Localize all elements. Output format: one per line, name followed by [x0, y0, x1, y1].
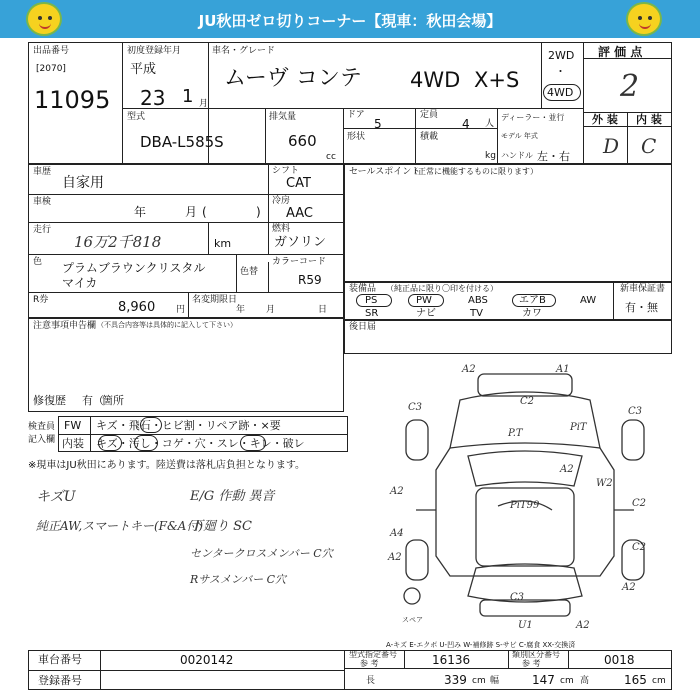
length-label: 長 [366, 676, 376, 686]
approval-label-2: 参 考 [360, 659, 379, 668]
mascot-logo-right [626, 2, 662, 36]
drive-option-dot: ・ [555, 65, 566, 78]
mark-pt: P.T [508, 428, 523, 439]
color-line2: マイカ [62, 276, 98, 290]
repair-label: 修復歴 [33, 394, 66, 407]
handle-value: 左・右 [537, 150, 570, 163]
category-label-2: 参 考 [522, 659, 541, 668]
doors-value: 5 [374, 117, 382, 131]
registration-month: 1 [182, 86, 194, 107]
header-bar [0, 0, 700, 38]
drive-option-4wd: 4WD [547, 86, 574, 99]
handwritten-right-2: 下廻り SC [190, 519, 252, 534]
mark-a2-rr: A2 [622, 582, 636, 593]
equipment-aw: AW [580, 295, 597, 306]
plate-label: 登録番号 [38, 674, 82, 687]
repair-unit: 箇所 [102, 394, 124, 407]
color-label: 色 [33, 257, 43, 267]
equipment-pw: PW [416, 295, 432, 306]
warranty-label: 新車保証書 [620, 284, 666, 294]
fuel-value: ガソリン [274, 235, 327, 250]
capacity-label: 定員 [420, 110, 439, 120]
equipment-navi: ナビ [416, 308, 436, 319]
spare-label: スペア [402, 616, 423, 624]
registration-era: 平成 [130, 62, 157, 77]
model-grade: X+S [474, 68, 520, 92]
load-unit: kg [485, 151, 496, 161]
equipment-label: 装備品 [349, 284, 377, 294]
lot-label: 出品番号 [33, 46, 70, 56]
mark-c2-right: C2 [632, 498, 647, 509]
mark-a2-top: A2 [462, 364, 476, 375]
inspector-row2-label: 内装 [62, 437, 84, 450]
equipment-tv: TV [470, 308, 483, 319]
notes-label: 注意事項申告欄 [33, 321, 97, 331]
handwritten-left-2: 純正AW,スマートキー(F&A付) [36, 519, 204, 533]
notes-sub: （不具合内容等は具体的に記入して下さい） [97, 321, 237, 329]
inspector-row1: キズ・飛石・ヒビ割・リペア跡・×要 [96, 419, 281, 432]
exterior-grade: D [603, 134, 620, 158]
name-change-day: 日 [318, 305, 328, 315]
inspector-label-2: 記入欄 [28, 435, 56, 445]
sales-point-label: セールスポイント [349, 167, 421, 177]
approval-value: 16136 [432, 653, 471, 667]
width-value: 147 [532, 673, 555, 687]
height-label: 高 [580, 676, 590, 686]
name-change-label: 名変期限日 [192, 295, 238, 305]
handwritten-right-4: Rサスメンバー C穴 [190, 573, 286, 586]
handwritten-right-3: センタークロスメンバー C穴 [190, 547, 333, 560]
inspection-paren-close: ) [256, 205, 261, 219]
mark-a2-lower: A2 [388, 552, 402, 563]
handwritten-right-1: E/G 作動 異音 [190, 489, 275, 504]
model-drive: 4WD [410, 68, 461, 92]
recycle-label: R券 [33, 295, 49, 305]
fuel-label: 燃料 [272, 224, 291, 234]
equipment-leather: カワ [522, 308, 542, 319]
mileage-unit: km [214, 237, 232, 250]
mark-a4: A4 [390, 528, 404, 539]
mileage-value: 16万2千818 [74, 233, 162, 251]
inspector-label-1: 検査員 [28, 422, 56, 432]
car-damage-diagram [360, 360, 672, 632]
recycle-value: 8,960 [118, 300, 156, 315]
mark-c2-top: C2 [520, 396, 535, 407]
inspector-row2: キズ・汚し・コゲ・穴・スレ・キレ・破レ [96, 437, 305, 450]
mark-a2-left: A2 [390, 486, 404, 497]
mark-u1: U1 [518, 620, 533, 631]
registration-month-unit: 月 [199, 99, 209, 109]
inspector-row1-label: FW [64, 419, 82, 432]
shift-value: CAT [286, 176, 311, 191]
inspector-mark-yogoshi [134, 435, 158, 451]
model-year-label: モデル 年式 [501, 132, 538, 140]
inspector-mark-kizu [98, 435, 122, 451]
usage-value: 自家用 [62, 175, 104, 191]
length-value: 339 [444, 673, 467, 687]
displacement-value: 660 [288, 132, 317, 150]
handwritten-left-1: キズU [36, 489, 76, 505]
mileage-label: 走行 [33, 225, 52, 235]
rear-seat-label: 後日届 [349, 322, 377, 332]
length-unit: cm [472, 676, 486, 686]
inspection-year: 年 [134, 205, 147, 219]
color-code-value: R59 [298, 273, 322, 287]
equipment-airbag: エアB [519, 295, 546, 306]
mark-a2-bottom: A2 [576, 620, 590, 631]
repair-value: 有（ [82, 394, 104, 407]
mark-pit99: PiT99 [510, 500, 540, 511]
model-code-label: 型式 [127, 112, 146, 122]
width-label: 幅 [490, 676, 500, 686]
rear-box [344, 320, 672, 354]
notes-box [28, 318, 344, 412]
rating-label: 評 価 点 [598, 45, 643, 59]
mark-c3-right: C3 [628, 406, 643, 417]
inspector-mark-sure [240, 435, 266, 451]
mark-c2-lr: C2 [632, 542, 647, 553]
handle-label: ハンドル [501, 151, 533, 160]
shift-label: シフト [272, 166, 300, 176]
mark-c3-bottom: C3 [510, 592, 525, 603]
category-value: 0018 [604, 653, 635, 667]
shape-label: 形状 [347, 132, 366, 142]
color-code-label: カラーコード [272, 257, 327, 267]
model-code: DBA-L585S [140, 133, 224, 151]
equipment-ps: PS [365, 295, 378, 306]
equipment-abs: ABS [468, 295, 488, 306]
mark-w2: W2 [596, 478, 613, 489]
drive-option-2wd: 2WD [548, 49, 575, 62]
mark-pit-right: PiT [570, 422, 587, 433]
interior-label: 内 装 [636, 113, 662, 126]
mark-c3-left: C3 [408, 402, 423, 413]
model-name-label: 車名・グレード [212, 46, 276, 56]
interior-grade: C [641, 134, 657, 158]
equipment-sr: SR [365, 308, 379, 319]
height-value: 165 [624, 673, 647, 687]
sales-point-note: （正常に機能するものに限ります） [410, 167, 538, 176]
load-label: 積載 [420, 132, 439, 142]
registration-label: 初度登録年月 [127, 46, 182, 56]
height-unit: cm [652, 676, 666, 686]
color-change-label: 色替 [240, 267, 259, 277]
category-label-1: 類別区分番号 [512, 650, 560, 659]
warranty-value: 有・無 [625, 301, 658, 314]
capacity-unit: 人 [485, 119, 495, 129]
width-unit: cm [560, 676, 574, 686]
aircon-value: AAC [286, 206, 313, 221]
inspection-paren-open: ( [202, 205, 207, 219]
dealer-label: ディーラー・並行 [501, 113, 565, 122]
inspection-label: 車検 [33, 197, 52, 207]
model-name: ムーヴ コンテ [224, 66, 362, 91]
approval-label-1: 型式指定番号 [349, 650, 397, 659]
chassis-label: 車台番号 [38, 653, 82, 666]
recycle-unit: 円 [176, 305, 186, 315]
registration-year: 23 [140, 86, 166, 110]
capacity-value: 4 [462, 117, 470, 131]
header-title: JU秋田ゼロ切りコーナー【現車：秋田会場】 [198, 12, 502, 30]
doors-label: ドア [347, 110, 365, 120]
aircon-label: 冷房 [272, 196, 291, 206]
damage-legend: A-キズ E-エクボ U-凹み W-補修跡 S-サビ C-腐食 XX-交換済 [386, 641, 576, 649]
name-change-year: 年 [236, 305, 246, 315]
displacement-label: 排気量 [269, 112, 297, 122]
chassis-value: 0020142 [180, 653, 234, 667]
lot-sub: [2070] [36, 64, 66, 74]
color-line1: プラムブラウンクリスタル [62, 261, 206, 275]
name-change-month: 月 [266, 305, 276, 315]
mark-a1-top: A1 [556, 364, 570, 375]
top-info-box [28, 42, 672, 164]
rating-value: 2 [620, 69, 640, 104]
sales-point-box [344, 164, 672, 282]
displacement-unit: cc [326, 152, 336, 162]
inspector-mark-tobiishi [140, 417, 162, 433]
equipment-note: （純正品に限り〇印を付ける） [386, 284, 498, 293]
notice-text: ※現車はJU秋田にあります。陸送費は落札店負担となります。 [28, 460, 306, 471]
inspection-month: 月 [185, 205, 198, 219]
exterior-label: 外 装 [592, 113, 618, 126]
usage-label: 車歴 [33, 167, 52, 177]
mark-a2-mid: A2 [560, 464, 574, 475]
lot-number: 11095 [34, 86, 111, 114]
